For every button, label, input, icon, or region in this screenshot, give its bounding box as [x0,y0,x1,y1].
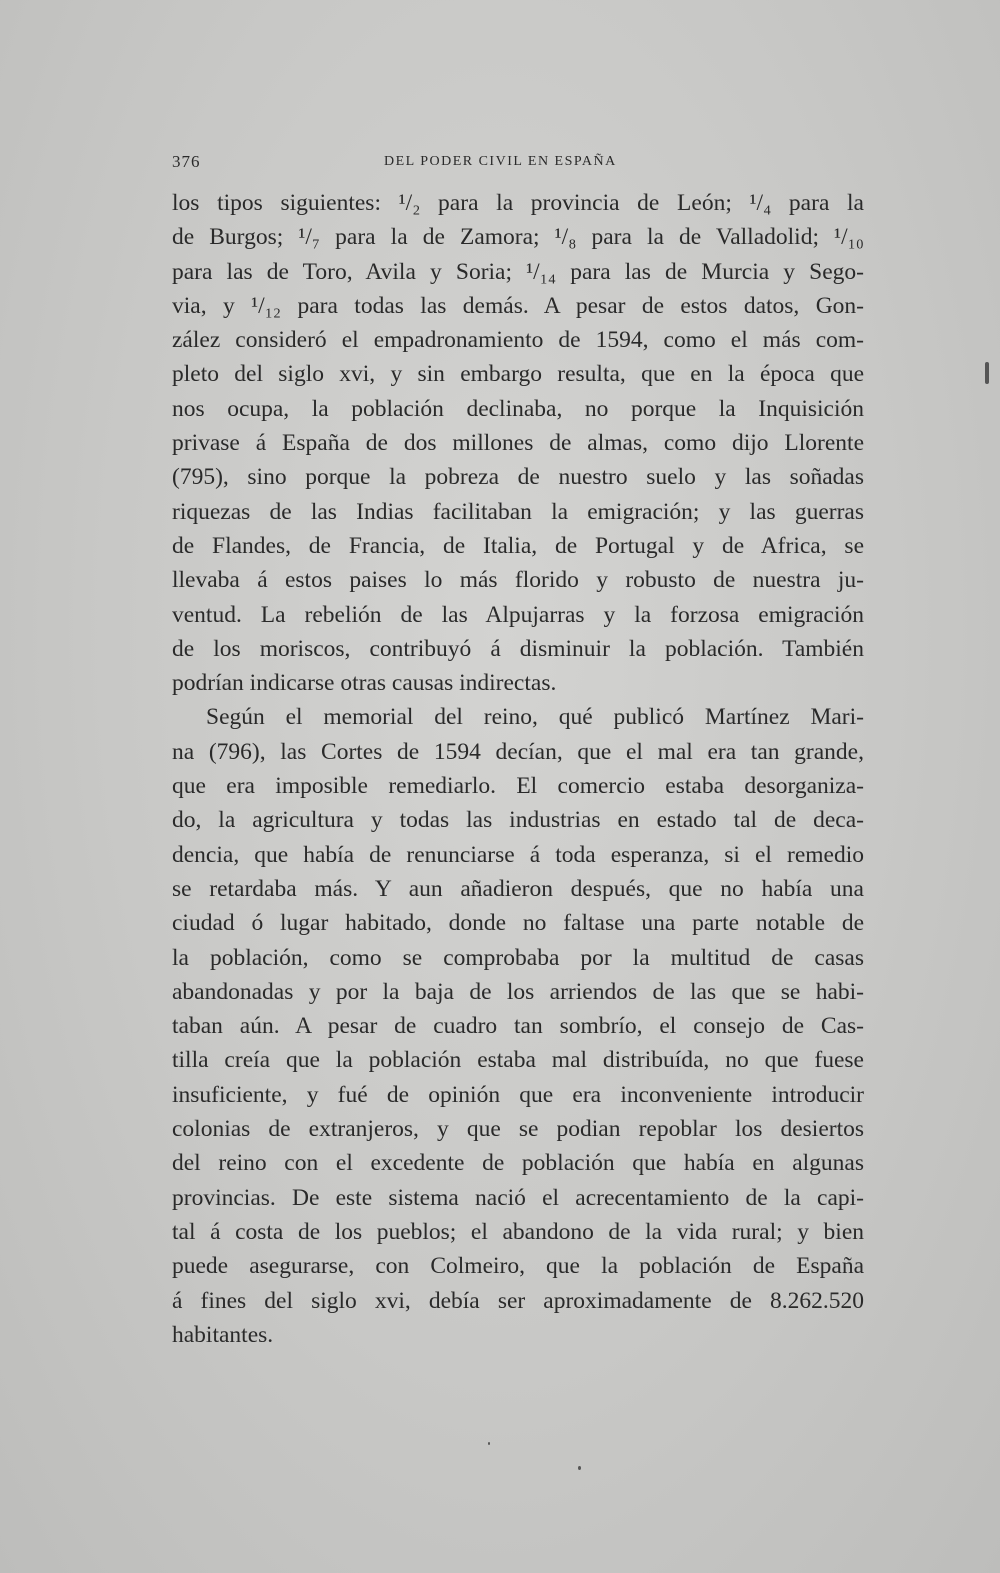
text-line: insuficiente, y fué de opinión que era inconveniente introducir [172,1081,864,1108]
text-line: Según el memorial del reino, qué publicó Martínez Mari- [206,704,864,731]
text-line: tilla creía que la población estaba mal distribuída, no que fuese [172,1047,864,1074]
text-line: se retardaba más. Y aun añadieron después, que no había una [172,875,864,902]
running-head [172,152,862,182]
paper-speck [488,1442,490,1445]
text-line: tal á costa de los pueblos; el abandono de la vida rural; y bien [172,1218,864,1245]
text-line: na (796), las Cortes de 1594 decían, que el mal era tan grande, [172,738,864,765]
paper-speck [985,362,989,384]
text-line: via, y ¹/₁₂ para todas las demás. A pesar de estos datos, Gon- [172,292,864,319]
text-line: los tipos siguientes: ¹/₂ para la provincia de León; ¹/₄ para la [172,190,864,216]
body-text [172,186,864,1352]
text-line: abandonadas y por la baja de los arriendos de las que se habi- [172,978,864,1005]
text-line: á fines del siglo xvi, debía ser aproximadamente de 8.262.520 [172,1287,864,1314]
text-line: que era imposible remediarlo. El comercio estaba desorganiza- [172,773,864,800]
text-line: de los moriscos, contribuyó á disminuir la población. También [172,635,864,662]
text-line: pleto del siglo xvi, y sin embargo resulta, que en la época que [172,361,864,388]
text-line: nos ocupa, la población declinaba, no porque la Inquisición [172,395,864,422]
running-title: DEL PODER CIVIL EN ESPAÑA [384,154,617,169]
text-line: de Burgos; ¹/₇ para la de Zamora; ¹/₈ para la de Valladolid; ¹/₁₀ [172,224,864,251]
text-line: taban aún. A pesar de cuadro tan sombrío, el consejo de Cas- [172,1013,864,1040]
text-line: colonias de extranjeros, y que se podian repoblar los desiertos [172,1116,864,1143]
text-line: privase á España de dos millones de almas, como dijo Llorente [172,430,864,457]
text-line: del reino con el excedente de población que había en algunas [172,1150,864,1177]
text-line: ventud. La rebelión de las Alpujarras y la forzosa emigración [172,601,864,628]
text-line: puede asegurarse, con Colmeiro, que la población de España [172,1253,864,1280]
text-line: riquezas de las Indias facilitaban la emigración; y las guerras [172,498,864,525]
text-line: do, la agricultura y todas las industrias en estado tal de deca- [172,807,864,834]
text-line: provincias. De este sistema nació el acrecentamiento de la capi- [172,1184,864,1211]
text-line: zález consideró el empadronamiento de 1594, como el más com- [172,327,864,354]
text-line: llevaba á estos paises lo más florido y robusto de nuestra ju- [172,567,864,594]
text-line: dencia, que había de renunciarse á toda esperanza, si el remedio [172,841,864,868]
paper-speck [578,1466,581,1470]
text-line: de Flandes, de Francia, de Italia, de Portugal y de Africa, se [172,532,864,559]
text-line: habitantes. [172,1321,274,1348]
text-line: podrían indicarse otras causas indirectas. [172,670,557,697]
text-line: (795), sino porque la pobreza de nuestro suelo y las soñadas [172,464,864,491]
text-line: la población, como se comprobaba por la multitud de casas [172,944,864,971]
page-number: 376 [172,152,201,171]
text-line: para las de Toro, Avila y Soria; ¹/₁₄ para las de Murcia y Sego- [172,258,864,285]
text-line: ciudad ó lugar habitado, donde no faltase una parte notable de [172,910,864,937]
